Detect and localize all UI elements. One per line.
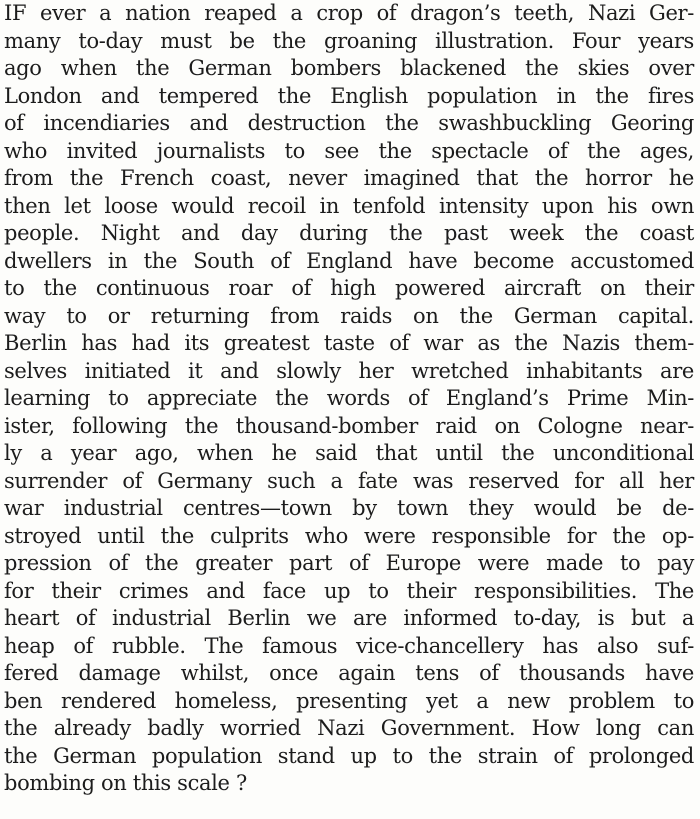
article-line-12: way to or returning from raids on the German capital.	[4, 303, 694, 328]
article-line-26: ben rendered homeless, presenting yet a new problem to	[4, 688, 694, 713]
article-line-17: ly a year ago, when he said that until the unconditional	[4, 441, 694, 465]
article-line-14: selves initiated it and slowly her wretched inhabitants are	[4, 358, 694, 383]
article-line-7: from the French coast, never imagined that the horror he	[4, 166, 694, 190]
article-line-20: stroyed until the culprits who were responsible for the op-	[4, 523, 694, 548]
article-line-1: IF ever a nation reaped a crop of dragon’s teeth, Nazi Ger-	[4, 1, 694, 25]
article-line-11: to the continuous roar of high powered aircraft on their	[4, 276, 694, 300]
article-line-9: people. Night and day during the past week the coast	[4, 221, 694, 245]
article-body	[4, 0, 698, 798]
article-line-27: the already badly worried Nazi Government. How long can	[4, 716, 694, 740]
article-line-13: Berlin has had its greatest taste of war as the Nazis them-	[4, 331, 694, 355]
article-line-10: dwellers in the South of England have become accustomed	[4, 248, 694, 273]
article-line-24: heap of rubble. The famous vice-chancellery has also suf-	[4, 633, 694, 658]
article-line-6: who invited journalists to see the spectacle of the ages,	[4, 138, 694, 163]
article-line-18: surrender of Germany such a fate was reserved for all her	[4, 468, 694, 493]
article-line-25: fered damage whilst, once again tens of thousands have	[4, 661, 694, 685]
article-line-2: many to-day must be the groaning illustration. Four years	[4, 28, 694, 53]
article-line-4: London and tempered the English population in the fires	[4, 83, 694, 108]
article-line-8: then let loose would recoil in tenfold intensity upon his own	[4, 193, 694, 218]
article-line-23: heart of industrial Berlin we are informed to-day, is but a	[4, 606, 694, 630]
article-line-29: bombing on this scale ?	[4, 771, 247, 795]
article-line-22: for their crimes and face up to their responsibilities. The	[4, 578, 694, 603]
article-line-28: the German population stand up to the strain of prolonged	[4, 743, 694, 768]
article-line-21: pression of the greater part of Europe were made to pay	[4, 551, 694, 575]
article-line-15: learning to appreciate the words of England’s Prime Min-	[4, 386, 694, 410]
article-line-19: war industrial centres—town by town they would be de-	[4, 496, 694, 520]
article-line-3: ago when the German bombers blackened the skies over	[4, 56, 694, 80]
article-line-5: of incendiaries and destruction the swashbuckling Georing	[4, 111, 694, 135]
article-line-16: ister, following the thousand-bomber raid on Cologne near-	[4, 413, 694, 438]
